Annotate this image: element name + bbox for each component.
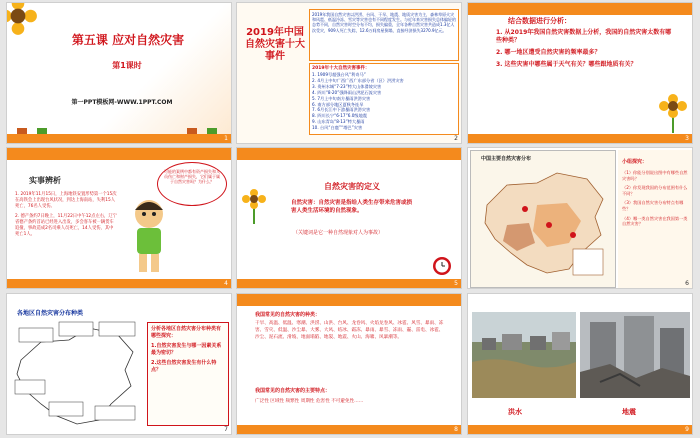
slide-heading: 实事辨析 (29, 176, 61, 185)
analysis-question-1: 1.自然灾害发生与哪一因素关系最为密切？ (151, 343, 222, 356)
slide-thumbnail-4[interactable] (6, 147, 232, 289)
alarm-clock-illustration (431, 254, 453, 276)
bottom-band (468, 425, 692, 434)
bottom-band (237, 425, 461, 434)
bottom-band (7, 134, 231, 143)
features-list: 广泛性 区域性 频繁性 周期性 危害性 不可避免性…… (255, 399, 364, 404)
group-study-panel (618, 150, 692, 288)
sidebar-items (622, 170, 688, 227)
info-paragraph: 2019年我国自然灾害以洪涝、台风、干旱、地震、地质灾害为主，森林草原火灾和风雹、低温冷冻、雪灾等灾害也有不同程度发生。与近年来灾害损失总体偏轻的态势不同，自然灾害时空分布不均，损失偏重，全年各种自然灾害共造成1.3亿人次受灾，909人死亡失踪，12.6万间房屋倒塌，直接经济损失3270.9亿元。 (312, 12, 456, 33)
top-band (7, 148, 231, 160)
case-item: 2. 德产条约7日晚上，11月22日中午12点左右，辽宁省德产条约首站已经进入出发，多会客车被一辆货车追撞，事故造成2名司乘人员死亡，14人受伤，其中死亡1人。 (15, 214, 117, 237)
flower-pots-decoration (7, 121, 231, 133)
question-list (496, 29, 676, 69)
slide-footer-text: 第一PPT模板网-WWW.1PPT.COM (71, 99, 173, 106)
slide-title: 第五课 应对自然灾害 (71, 33, 185, 47)
disaster-map-panel (470, 150, 616, 288)
event-item: 2. 4月上中旬广西广西广东部分省（区）洪涝灾害 (312, 77, 404, 83)
slide-number: 7 (224, 426, 228, 433)
map-title: 各地区自然灾害分布种类 (17, 310, 84, 317)
slide-thumbnail-2[interactable] (236, 2, 462, 144)
sidebar-item: （3）我国自然灾害分布特点有哪些？ (622, 200, 684, 211)
china-map-graphic (477, 165, 611, 281)
event-item: 4. 四川“8·20”强降雨山洪泥石流灾害 (312, 89, 382, 95)
bottom-band (237, 279, 461, 288)
slide-number: 4 (224, 280, 228, 287)
sidebar-item: （1）你能分别说出图中有哪些自然灾害吗？ (622, 170, 688, 181)
top-band (468, 3, 692, 15)
case-list (15, 192, 117, 238)
slide-number: 8 (454, 426, 458, 433)
info-box (309, 9, 459, 61)
slide-thumbnail-3[interactable] (467, 2, 693, 144)
slide-heading: 自然灾害的定义 (324, 182, 380, 191)
case-item: 1. 2019年11月15日，上海地铁安置形势第一个15次在高铁会上出现台风状况，到达上海南站，失利15人死亡，76名人受伤。 (15, 192, 117, 209)
sunflower-decoration (6, 2, 39, 37)
flood-photo (472, 312, 576, 398)
sunflower-decoration (241, 188, 267, 224)
slide-number: 5 (454, 280, 458, 287)
map-title: 中国主要自然灾害分布 (481, 156, 532, 162)
definition-note: （关键词是它一种自然现象对人为事故） (293, 230, 384, 236)
event-item: 9. 山东青岛“8·13”特大暴雨 (312, 119, 365, 125)
earthquake-photo (580, 312, 690, 398)
slide-heading: 2019年中国自然灾害十大事件 (245, 27, 305, 62)
cartoon-kid-illustration (119, 196, 179, 276)
sidebar-item: （2）你发现我国的分布范围有什么不同？ (622, 185, 688, 196)
event-item: 3. 贵州水城“7·23”特大山体滑坡灾害 (312, 83, 382, 89)
bubble-text: 可能的案例中都有资产损失和人员伤亡和财产损失，它们属于属于自然灾害吗？为什么？ (164, 169, 220, 184)
slide-thumbnail-6[interactable] (467, 147, 693, 289)
top-band (237, 148, 461, 160)
slide-thumbnail-8[interactable] (236, 293, 462, 435)
flood-label: 洪水 (508, 408, 522, 416)
event-item: 8. 四川长宁“6·17”6.0级地震 (312, 113, 367, 119)
event-list-box (309, 63, 459, 135)
types-list: 干旱、高温、低温、寒潮、洪涝、山洪、台风、龙卷风、火焰龙卷风、冰雹、风雪、暴雨、冻害、雪灾、低温、沙尘暴、大雾、大风、结冰、霜冻、暴雨、暴雪、冻雨、霾、雷电、冰雹、沙尘、泥石流、滑坡、地面塌陷、地裂、地震、火山、海啸、风暴潮等。 (255, 321, 444, 340)
features-heading: 我国常见的自然灾害的主要特点： (255, 388, 331, 394)
region-map-panel (9, 298, 143, 432)
sidebar-heading: 小组探究： (622, 159, 648, 165)
types-box (255, 312, 445, 341)
event-item: 6. 南方部分地区夏秋冬连旱 (312, 101, 364, 107)
event-list-label: 2019年十大自然灾害事件： (312, 66, 370, 71)
slide-number: 2 (454, 135, 458, 142)
top-band (237, 294, 461, 306)
event-list (312, 72, 456, 131)
definition-text: 自然灾害：自然灾害是指给人类生存带来危害或损害人类生活环境的自然现象。 (291, 200, 413, 214)
sunflower-decoration (658, 93, 688, 133)
slide-heading: 结合数据进行分析： (508, 17, 571, 25)
bottom-band (468, 134, 692, 143)
slide-thumbnail-1[interactable] (6, 2, 232, 144)
sidebar-item: （4）哪一类自然灾害在我国第一类自然灾害？ (622, 215, 688, 227)
event-item: 5. 7月上中旬南方暴雨洪涝灾害 (312, 95, 371, 101)
analysis-intro: 分析各地区自然灾害分布种类有哪些探究： (151, 326, 222, 339)
features-box (255, 388, 445, 405)
slide-number: 1 (224, 135, 228, 142)
slide-thumbnail-5[interactable] (236, 147, 462, 289)
analysis-question-2: 2.这些自然灾害发生有什么特点？ (151, 360, 217, 373)
slide-number: 6 (685, 280, 689, 287)
question-item: 1. 从2019年我国自然灾害数据上分析，我国的自然灾害太数有哪些种类？ (496, 29, 672, 44)
question-item: 2. 哪一地区遭受自然灾害的频率最多？ (496, 49, 601, 56)
types-heading: 我国常见的自然灾害的种类： (255, 312, 321, 318)
event-item: 7. 6月长江中下游暴雨洪涝灾害 (312, 107, 371, 113)
slide-subtitle: 第1课时 (112, 61, 142, 70)
analysis-box (147, 322, 229, 426)
event-item: 1. 1909号超强台风“利奇马” (312, 72, 366, 77)
slide-number: 3 (685, 135, 689, 142)
slide-thumbnail-7[interactable] (6, 293, 232, 435)
event-item: 10. 台风“白鹿”“塔巴”灾害 (312, 125, 363, 131)
region-map-graphic (13, 320, 141, 428)
slide-thumbnail-9[interactable] (467, 293, 693, 435)
slide-number: 9 (685, 426, 689, 433)
earthquake-label: 地震 (622, 408, 636, 416)
bottom-band (7, 279, 231, 288)
question-item: 3. 这些灾害中哪些属于天气有关？哪些跟地质有关？ (496, 61, 637, 68)
